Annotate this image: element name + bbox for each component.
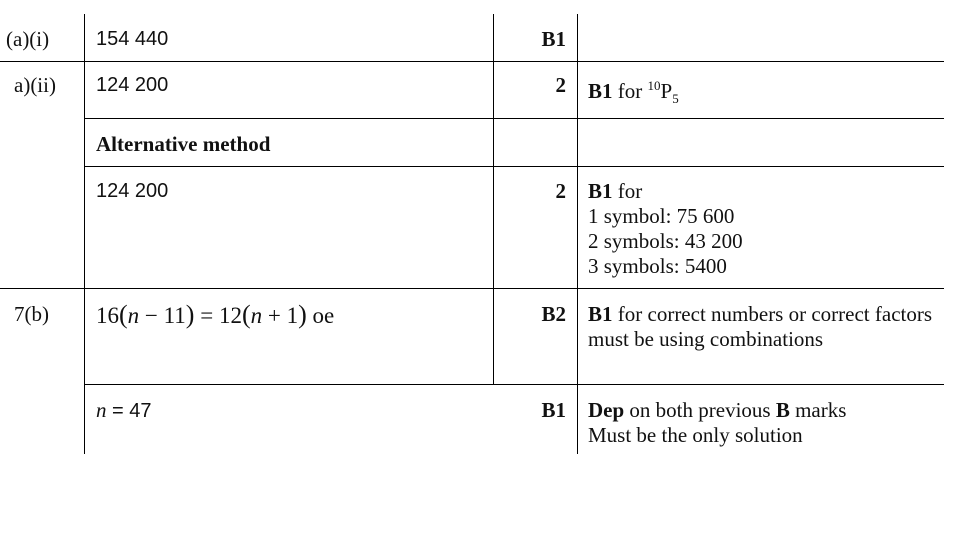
guidance-cell [588, 79, 679, 106]
subscript: 5 [672, 91, 679, 106]
superscript: 10 [647, 78, 661, 93]
guidance-line: must be using combinations [588, 327, 824, 351]
equation [96, 300, 335, 329]
row-divider [84, 118, 944, 119]
eq-part: ) [185, 300, 195, 329]
guidance-line [588, 302, 932, 326]
eq-part: n [96, 398, 107, 422]
question-number: (a)(i) [6, 27, 50, 51]
col-divider-1 [84, 14, 85, 454]
question-number: 7(b) [14, 302, 49, 326]
eq-part: ( [241, 300, 251, 329]
eq-part: n [127, 303, 140, 328]
eq-part: = 47 [106, 400, 152, 422]
question-number: a)(ii) [14, 73, 56, 97]
mark-cell: 2 [555, 179, 566, 203]
guidance-line: Must be the only solution [588, 423, 803, 447]
guidance-line: 2 symbols: 43 200 [588, 229, 743, 253]
eq-part: ( [119, 300, 128, 329]
guidance-bold: B [775, 398, 790, 422]
answer-cell: 124 200 [96, 180, 169, 202]
row-divider [84, 166, 944, 167]
guidance-text: on both previous [624, 398, 776, 422]
answer-cell: 154 440 [96, 28, 169, 50]
eq-part: ) [298, 300, 307, 329]
guidance-line [588, 398, 846, 422]
guidance-line: 3 symbols: 5400 [588, 254, 727, 278]
mark-code: B1 [588, 302, 613, 326]
mark-code: B1 [588, 179, 613, 203]
col-divider-3 [577, 14, 578, 454]
mark-cell: 2 [555, 73, 566, 97]
eq-part: = 12 [194, 303, 242, 328]
guidance-line [588, 179, 642, 203]
mark-cell: B2 [541, 302, 566, 326]
guidance-line: 1 symbol: 75 600 [588, 204, 735, 228]
eq-part: − 11 [139, 303, 186, 328]
guidance-text: for correct numbers or correct factors [617, 302, 933, 326]
answer-cell: 124 200 [96, 74, 169, 96]
permutation-symbol: P [660, 79, 673, 103]
guidance-text: for [617, 179, 643, 203]
eq-part: 16 [96, 303, 119, 328]
mark-cell: B1 [541, 27, 566, 51]
eq-part: oe [306, 303, 335, 328]
col-divider-2 [493, 14, 494, 384]
mark-cell: B1 [541, 398, 566, 422]
eq-part: n [250, 303, 263, 328]
guidance-bold: Dep [588, 398, 625, 422]
equation [96, 398, 152, 423]
guidance-text: marks [789, 398, 847, 422]
alternative-method-heading: Alternative method [96, 132, 271, 156]
row-divider [0, 61, 944, 62]
guidance-text: for [612, 79, 648, 103]
eq-part: + 1 [262, 303, 299, 328]
row-divider [0, 288, 944, 289]
row-divider [84, 384, 944, 385]
mark-code: B1 [588, 79, 613, 103]
